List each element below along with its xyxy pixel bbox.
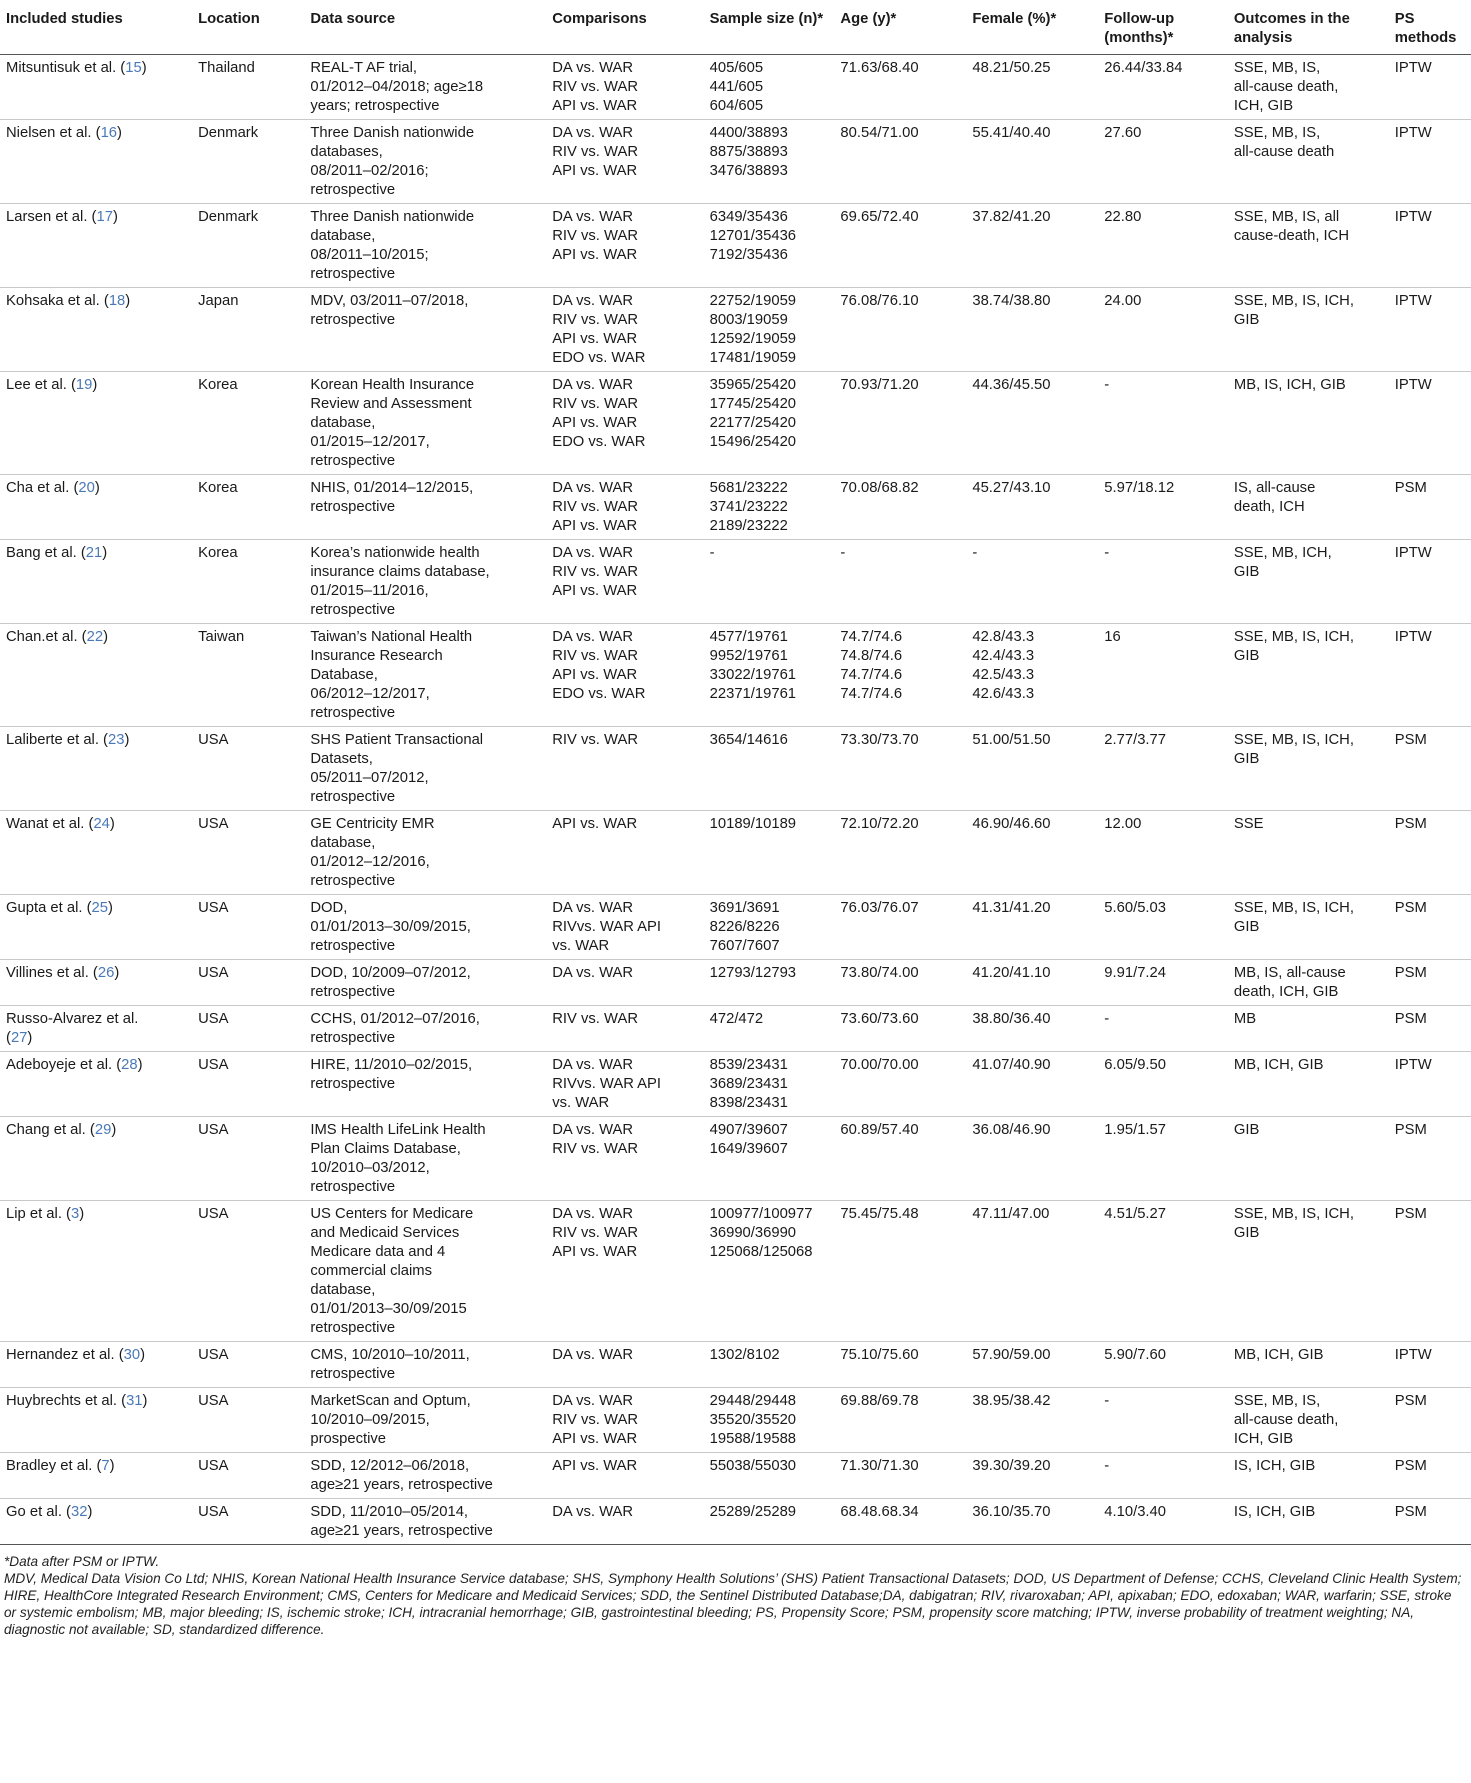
outcomes-cell: SSE: [1233, 816, 1264, 832]
study-cell: [0, 1342, 192, 1388]
table-body: [0, 55, 1471, 1545]
follow-up-cell: 22.80: [1104, 209, 1142, 225]
location-cell: Denmark: [198, 209, 259, 225]
reference-link[interactable]: 24: [93, 816, 110, 832]
female-cell: 36.10/35.70: [972, 1504, 1051, 1520]
female-cell: 47.11/47.00: [972, 1206, 1050, 1222]
reference-close-paren: ): [140, 1347, 146, 1363]
female-cell: 37.82/41.20: [972, 209, 1051, 225]
ps-method-cell: IPTW: [1394, 545, 1432, 561]
female-cell: 45.27/43.10: [972, 480, 1051, 496]
study-name: Lip et al. (: [6, 1206, 71, 1222]
comparisons-cell: API vs. WAR: [552, 1458, 638, 1474]
ps-method-cell: PSM: [1394, 1206, 1427, 1222]
female-cell: 41.20/41.10: [972, 965, 1051, 981]
follow-up-cell: 24.00: [1104, 293, 1142, 309]
table-footnotes: [0, 1545, 1471, 1638]
female-cell: -: [972, 545, 978, 561]
age-cell: 69.65/72.40: [840, 209, 919, 225]
outcomes-cell: SSE, MB, IS, all-cause death: [1233, 125, 1335, 160]
table-row: [0, 372, 1471, 475]
reference-close-paren: ): [108, 900, 113, 916]
reference-close-paren: ): [92, 377, 98, 393]
reference-close-paren: ): [142, 1393, 148, 1409]
comparisons-cell: DA vs. WAR RIV vs. WAR: [552, 1122, 639, 1157]
reference-close-paren: ): [111, 1122, 117, 1138]
study-cell: [0, 895, 192, 960]
sample-size-cell: 3654/14616: [709, 732, 788, 748]
outcomes-cell: MB, ICH, GIB: [1233, 1347, 1324, 1363]
data-source-cell: MarketScan and Optum, 10/2010–09/2015, prospective: [310, 1393, 471, 1447]
location-cell: USA: [198, 1206, 229, 1222]
study-name: Bradley et al. (: [6, 1458, 102, 1474]
location-cell: Taiwan: [198, 629, 245, 645]
ps-method-cell: IPTW: [1394, 209, 1432, 225]
age-cell: 73.30/73.70: [840, 732, 919, 748]
ps-method-cell: PSM: [1394, 1458, 1427, 1474]
sample-size-cell: 5681/23222 3741/23222 2189/23222: [709, 480, 788, 534]
female-cell: 57.90/59.00: [972, 1347, 1051, 1363]
header-row: [0, 0, 1471, 55]
female-cell: 36.08/46.90: [972, 1122, 1051, 1138]
reference-link[interactable]: 16: [100, 125, 118, 141]
study-name: Chan.et al. (: [6, 629, 87, 645]
header-age: Age (y)*: [834, 0, 966, 55]
header-included-studies: Included studies: [0, 0, 192, 55]
data-source-cell: GE Centricity EMR database, 01/2012–12/2016, retrospective: [310, 816, 435, 889]
age-cell: 68.48.68.34: [840, 1504, 919, 1520]
reference-link[interactable]: 28: [121, 1057, 138, 1073]
female-cell: 39.30/39.20: [972, 1458, 1051, 1474]
study-cell: [0, 1388, 192, 1453]
location-cell: USA: [198, 1122, 229, 1138]
location-cell: Korea: [198, 480, 238, 496]
ps-method-cell: IPTW: [1394, 1057, 1432, 1073]
female-cell: 41.31/41.20: [972, 900, 1051, 916]
comparisons-cell: RIV vs. WAR: [552, 732, 639, 748]
sample-size-cell: 55038/55030: [709, 1458, 797, 1474]
sample-size-cell: 8539/23431 3689/23431 8398/23431: [709, 1057, 788, 1111]
female-cell: 38.80/36.40: [972, 1011, 1051, 1027]
reference-link[interactable]: 30: [123, 1347, 141, 1363]
comparisons-cell: DA vs. WAR RIV vs. WAR API vs. WAR EDO vs. WAR: [552, 377, 646, 450]
location-cell: USA: [198, 1458, 229, 1474]
reference-link[interactable]: 32: [70, 1504, 88, 1520]
location-cell: USA: [198, 1504, 229, 1520]
reference-link[interactable]: 20: [78, 480, 95, 496]
ps-method-cell: IPTW: [1394, 1347, 1432, 1363]
follow-up-cell: 4.51/5.27: [1104, 1206, 1166, 1222]
outcomes-cell: SSE, MB, IS, ICH, GIB: [1233, 732, 1354, 767]
sample-size-cell: 4577/19761 9952/19761 33022/19761 22371/19761: [709, 629, 797, 702]
data-source-cell: HIRE, 11/2010–02/2015, retrospective: [310, 1057, 473, 1092]
age-cell: 76.08/76.10: [840, 293, 919, 309]
ps-method-cell: IPTW: [1394, 377, 1432, 393]
reference-close-paren: ): [141, 60, 147, 76]
table-row: [0, 288, 1471, 372]
study-name: Lee et al. (: [6, 377, 76, 393]
follow-up-cell: -: [1104, 545, 1110, 561]
comparisons-cell: DA vs. WAR: [552, 1347, 634, 1363]
study-cell: [0, 540, 192, 624]
study-cell: [0, 372, 192, 475]
sample-size-cell: 12793/12793: [709, 965, 797, 981]
outcomes-cell: MB, IS, ICH, GIB: [1233, 377, 1346, 393]
age-cell: 60.89/57.40: [840, 1122, 919, 1138]
follow-up-cell: 5.60/5.03: [1104, 900, 1166, 916]
study-cell: [0, 1453, 192, 1499]
outcomes-cell: MB, IS, all-cause death, ICH, GIB: [1233, 965, 1346, 1000]
sample-size-cell: -: [709, 545, 715, 561]
reference-close-paren: ): [114, 965, 120, 981]
data-source-cell: SDD, 11/2010–05/2014, age≥21 years, retrospective: [310, 1504, 493, 1539]
location-cell: Thailand: [198, 60, 255, 76]
ps-method-cell: PSM: [1394, 1504, 1427, 1520]
sample-size-cell: 1302/8102: [709, 1347, 780, 1363]
table-row: [0, 1052, 1471, 1117]
reference-close-paren: ): [94, 480, 100, 496]
reference-close-paren: ): [117, 125, 122, 141]
follow-up-cell: -: [1104, 1011, 1110, 1027]
comparisons-cell: DA vs. WAR RIV vs. WAR API vs. WAR: [552, 1206, 639, 1260]
comparisons-cell: DA vs. WAR RIV vs. WAR API vs. WAR: [552, 545, 639, 599]
table-row: [0, 960, 1471, 1006]
data-source-cell: Three Danish nationwide database, 08/2011–10/2015; retrospective: [310, 209, 475, 282]
ps-method-cell: IPTW: [1394, 60, 1432, 76]
reference-close-paren: ): [102, 545, 108, 561]
follow-up-cell: 12.00: [1104, 816, 1142, 832]
table-row: [0, 1499, 1471, 1545]
outcomes-cell: IS, all-cause death, ICH: [1233, 480, 1316, 515]
study-name: Bang et al. (: [6, 545, 86, 561]
follow-up-cell: 5.97/18.12: [1104, 480, 1175, 496]
sample-size-cell: 405/605 441/605 604/605: [709, 60, 764, 114]
sample-size-cell: 10189/10189: [709, 816, 797, 832]
follow-up-cell: -: [1104, 1458, 1110, 1474]
ps-method-cell: IPTW: [1394, 629, 1432, 645]
data-source-cell: NHIS, 01/2014–12/2015, retrospective: [310, 480, 474, 515]
age-cell: 75.10/75.60: [840, 1347, 919, 1363]
location-cell: USA: [198, 1393, 229, 1409]
comparisons-cell: DA vs. WAR RIVvs. WAR API vs. WAR: [552, 900, 662, 954]
comparisons-cell: DA vs. WAR RIV vs. WAR API vs. WAR EDO vs. WAR: [552, 629, 646, 702]
female-cell: 46.90/46.60: [972, 816, 1051, 832]
outcomes-cell: SSE, MB, IS, all-cause death, ICH, GIB: [1233, 60, 1339, 114]
comparisons-cell: DA vs. WAR RIV vs. WAR API vs. WAR: [552, 1393, 639, 1447]
outcomes-cell: GIB: [1233, 1122, 1260, 1138]
reference-link[interactable]: 31: [126, 1393, 143, 1409]
comparisons-cell: DA vs. WAR: [552, 965, 634, 981]
outcomes-cell: SSE, MB, IS, ICH, GIB: [1233, 900, 1354, 935]
follow-up-cell: 6.05/9.50: [1104, 1057, 1166, 1073]
study-name: Cha et al. (: [6, 480, 79, 496]
location-cell: USA: [198, 1347, 229, 1363]
data-source-cell: CMS, 10/2010–10/2011, retrospective: [310, 1347, 470, 1382]
study-name: Adeboyeje et al. (: [6, 1057, 122, 1073]
table-row: [0, 55, 1471, 120]
outcomes-cell: SSE, MB, IS, ICH, GIB: [1233, 293, 1354, 328]
reference-link[interactable]: 7: [101, 1458, 110, 1474]
female-cell: 42.8/43.3 42.4/43.3 42.5/43.3 42.6/43.3: [972, 629, 1035, 702]
study-cell: [0, 120, 192, 204]
study-name: Mitsuntisuk et al. (: [6, 60, 126, 76]
follow-up-cell: -: [1104, 1393, 1110, 1409]
sample-size-cell: 100977/100977 36990/36990 125068/125068: [709, 1206, 813, 1260]
data-source-cell: Korean Health Insurance Review and Assessment database, 01/2015–12/2017, retrospective: [310, 377, 475, 469]
outcomes-cell: IS, ICH, GIB: [1233, 1504, 1316, 1520]
table-row: [0, 895, 1471, 960]
data-source-cell: US Centers for Medicare and Medicaid Services Medicare data and 4 commercial claims database, 01/01/2013–30/09/2015 retrospective: [310, 1206, 474, 1336]
location-cell: USA: [198, 732, 229, 748]
location-cell: USA: [198, 1011, 229, 1027]
outcomes-cell: MB: [1233, 1011, 1257, 1027]
age-cell: 70.93/71.20: [840, 377, 919, 393]
reference-link[interactable]: 25: [91, 900, 109, 916]
study-name: Chang et al. (: [6, 1122, 95, 1138]
reference-close-paren: ): [112, 209, 118, 225]
reference-link[interactable]: 23: [108, 732, 125, 748]
reference-link[interactable]: 19: [75, 377, 93, 393]
study-name: Kohsaka et al. (: [6, 293, 109, 309]
follow-up-cell: 9.91/7.24: [1104, 965, 1166, 981]
outcomes-cell: SSE, MB, IS, all-cause death, ICH, GIB: [1233, 1393, 1339, 1447]
sample-size-cell: 35965/25420 17745/25420 22177/25420 15496/25420: [709, 377, 797, 450]
study-name: Villines et al. (: [6, 965, 98, 981]
ps-method-cell: PSM: [1394, 816, 1427, 832]
sample-size-cell: 6349/35436 12701/35436 7192/35436: [709, 209, 797, 263]
study-cell: [0, 1052, 192, 1117]
reference-close-paren: ): [125, 293, 131, 309]
reference-link[interactable]: 18: [108, 293, 126, 309]
reference-close-paren: ): [109, 816, 115, 832]
reference-link[interactable]: 3: [70, 1206, 80, 1222]
reference-link[interactable]: 15: [125, 60, 142, 76]
outcomes-cell: SSE, MB, ICH, GIB: [1233, 545, 1332, 580]
location-cell: USA: [198, 965, 229, 981]
female-cell: 38.74/38.80: [972, 293, 1051, 309]
age-cell: 71.30/71.30: [840, 1458, 919, 1474]
ps-method-cell: PSM: [1394, 732, 1427, 748]
data-source-cell: IMS Health LifeLink Health Plan Claims Database, 10/2010–03/2012, retrospective: [310, 1122, 486, 1195]
age-cell: 73.60/73.60: [840, 1011, 919, 1027]
reference-close-paren: ): [103, 629, 109, 645]
study-cell: [0, 811, 192, 895]
header-follow-up: Follow-up (months)*: [1098, 0, 1228, 55]
age-cell: 73.80/74.00: [840, 965, 919, 981]
study-name: Nielsen et al. (: [6, 125, 101, 141]
ps-method-cell: PSM: [1394, 480, 1427, 496]
outcomes-cell: SSE, MB, IS, ICH, GIB: [1233, 629, 1354, 664]
age-cell: 69.88/69.78: [840, 1393, 919, 1409]
reference-close-paren: ): [109, 1458, 115, 1474]
footnote-star: *Data after PSM or IPTW.: [4, 1554, 160, 1569]
study-cell: [0, 727, 192, 811]
ps-method-cell: PSM: [1394, 965, 1427, 981]
age-cell: 75.45/75.48: [840, 1206, 919, 1222]
follow-up-cell: 1.95/1.57: [1104, 1122, 1166, 1138]
age-cell: 74.7/74.6 74.8/74.6 74.7/74.6 74.7/74.6: [840, 629, 903, 702]
sample-size-cell: 472/472: [709, 1011, 764, 1027]
table-row: [0, 204, 1471, 288]
follow-up-cell: 2.77/3.77: [1104, 732, 1166, 748]
study-cell: [0, 624, 192, 727]
study-name: Go et al. (: [6, 1504, 71, 1520]
comparisons-cell: DA vs. WAR RIV vs. WAR API vs. WAR: [552, 125, 639, 179]
location-cell: Denmark: [198, 125, 259, 141]
table-row: [0, 624, 1471, 727]
table-row: [0, 475, 1471, 540]
sample-size-cell: 4400/38893 8875/38893 3476/38893: [709, 125, 788, 179]
data-source-cell: SDD, 12/2012–06/2018, age≥21 years, retrospective: [310, 1458, 493, 1493]
reference-link[interactable]: 26: [97, 965, 115, 981]
table-row: [0, 1453, 1471, 1499]
table-row: [0, 811, 1471, 895]
study-cell: [0, 55, 192, 120]
sample-size-cell: 3691/3691 8226/8226 7607/7607: [709, 900, 780, 954]
female-cell: 48.21/50.25: [972, 60, 1051, 76]
comparisons-cell: DA vs. WAR RIV vs. WAR API vs. WAR EDO vs. WAR: [552, 293, 646, 366]
header-outcomes: Outcomes in the analysis: [1228, 0, 1389, 55]
sample-size-cell: 4907/39607 1649/39607: [709, 1122, 788, 1157]
location-cell: Korea: [198, 377, 238, 393]
header-female: Female (%)*: [966, 0, 1098, 55]
outcomes-cell: IS, ICH, GIB: [1233, 1458, 1316, 1474]
data-source-cell: REAL-T AF trial, 01/2012–04/2018; age≥18 years; retrospective: [310, 60, 484, 114]
location-cell: Japan: [198, 293, 239, 309]
outcomes-cell: SSE, MB, IS, all cause-death, ICH: [1233, 209, 1350, 244]
data-source-cell: DOD, 01/01/2013–30/09/2015, retrospective: [310, 900, 471, 954]
study-cell: [0, 288, 192, 372]
study-name: Huybrechts et al. (: [6, 1393, 127, 1409]
reference-link[interactable]: 17: [96, 209, 113, 225]
age-cell: 70.08/68.82: [840, 480, 919, 496]
location-cell: USA: [198, 816, 229, 832]
study-name: Russo-Alvarez et al. (: [6, 1011, 139, 1046]
study-cell: [0, 960, 192, 1006]
sample-size-cell: 29448/29448 35520/35520 19588/19588: [709, 1393, 797, 1447]
location-cell: USA: [198, 1057, 229, 1073]
comparisons-cell: API vs. WAR: [552, 816, 638, 832]
outcomes-cell: MB, ICH, GIB: [1233, 1057, 1324, 1073]
table-row: [0, 540, 1471, 624]
female-cell: 51.00/51.50: [972, 732, 1051, 748]
reference-link[interactable]: 21: [85, 545, 103, 561]
comparisons-cell: DA vs. WAR RIV vs. WAR API vs. WAR: [552, 60, 639, 114]
reference-link[interactable]: 22: [86, 629, 104, 645]
study-cell: [0, 204, 192, 288]
data-source-cell: MDV, 03/2011–07/2018, retrospective: [310, 293, 469, 328]
sample-size-cell: 25289/25289: [709, 1504, 797, 1520]
study-cell: [0, 475, 192, 540]
study-cell: [0, 1201, 192, 1342]
table-row: [0, 1201, 1471, 1342]
data-source-cell: Taiwan’s National Health Insurance Research Database, 06/2012–12/2017, retrospective: [310, 629, 473, 721]
age-cell: 70.00/70.00: [840, 1057, 919, 1073]
table-row: [0, 727, 1471, 811]
reference-close-paren: ): [27, 1030, 33, 1046]
reference-link[interactable]: 27: [10, 1030, 28, 1046]
location-cell: USA: [198, 900, 229, 916]
reference-close-paren: ): [124, 732, 130, 748]
reference-close-paren: ): [87, 1504, 93, 1520]
female-cell: 44.36/45.50: [972, 377, 1051, 393]
female-cell: 38.95/38.42: [972, 1393, 1051, 1409]
age-cell: 71.63/68.40: [840, 60, 919, 76]
table-row: [0, 120, 1471, 204]
ps-method-cell: PSM: [1394, 1011, 1427, 1027]
follow-up-cell: 26.44/33.84: [1104, 60, 1183, 76]
table-row: [0, 1006, 1471, 1052]
age-cell: 80.54/71.00: [840, 125, 919, 141]
header-data-source: Data source: [304, 0, 546, 55]
reference-close-paren: ): [79, 1206, 85, 1222]
study-name: Gupta et al. (: [6, 900, 92, 916]
ps-method-cell: PSM: [1394, 1393, 1427, 1409]
reference-close-paren: ): [137, 1057, 143, 1073]
ps-method-cell: PSM: [1394, 1122, 1427, 1138]
study-cell: [0, 1006, 192, 1052]
follow-up-cell: 27.60: [1104, 125, 1142, 141]
table-row: [0, 1388, 1471, 1453]
study-cell: [0, 1117, 192, 1201]
study-cell: [0, 1499, 192, 1545]
study-name: Larsen et al. (: [6, 209, 97, 225]
study-name: Laliberte et al. (: [6, 732, 108, 748]
table-row: [0, 1117, 1471, 1201]
study-name: Hernandez et al. (: [6, 1347, 124, 1363]
table-row: [0, 1342, 1471, 1388]
follow-up-cell: 4.10/3.40: [1104, 1504, 1166, 1520]
header-location: Location: [192, 0, 304, 55]
header-ps-methods: PS methods: [1389, 0, 1471, 55]
data-source-cell: Korea’s nationwide health insurance claims database, 01/2015–11/2016, retrospective: [310, 545, 490, 618]
location-cell: Korea: [198, 545, 238, 561]
header-comparisons: Comparisons: [546, 0, 703, 55]
age-cell: 76.03/76.07: [840, 900, 919, 916]
follow-up-cell: -: [1104, 377, 1110, 393]
comparisons-cell: DA vs. WAR RIV vs. WAR API vs. WAR: [552, 209, 639, 263]
reference-link[interactable]: 29: [94, 1122, 112, 1138]
sample-size-cell: 22752/19059 8003/19059 12592/19059 17481/19059: [709, 293, 797, 366]
outcomes-cell: SSE, MB, IS, ICH, GIB: [1233, 1206, 1354, 1241]
female-cell: 55.41/40.40: [972, 125, 1051, 141]
follow-up-cell: 5.90/7.60: [1104, 1347, 1166, 1363]
age-cell: -: [840, 545, 846, 561]
ps-method-cell: IPTW: [1394, 293, 1432, 309]
footnote-abbreviations: MDV, Medical Data Vision Co Ltd; NHIS, Korean National Health Insurance Service database; SHS, Symphony Health Solutions’ (SHS) Patient Transactional Datasets; DOD, US Department of Defense; CCHS, Cleveland Clinic Health System; HIRE, HealthCore Integrated Research Environment; CMS, Centers for Medicare and Medicaid Services; SDD, the Sentinel Distributed Database;DA, dabigatran; RIV, rivaroxaban; API, apixaban; EDO, edoxaban; WAR, warfarin; SSE, stroke or systemic embolism; MB, major bleeding; IS, ischemic stroke; ICH, intracranial hemorrhage; GIB, gastrointestinal bleeding; PS, Propensity Score; PSM, propensity score matching; IPTW, inverse probability of treatment weighting; NA, diagnostic not available; SD, standardized difference.: [4, 1571, 1462, 1637]
ps-method-cell: IPTW: [1394, 125, 1432, 141]
data-source-cell: CCHS, 01/2012–07/2016, retrospective: [310, 1011, 480, 1046]
age-cell: 72.10/72.20: [840, 816, 919, 832]
comparisons-cell: DA vs. WAR: [552, 1504, 634, 1520]
data-source-cell: Three Danish nationwide databases, 08/2011–02/2016; retrospective: [310, 125, 475, 198]
follow-up-cell: 16: [1104, 629, 1121, 645]
ps-method-cell: PSM: [1394, 900, 1427, 916]
data-source-cell: DOD, 10/2009–07/2012, retrospective: [310, 965, 471, 1000]
study-name: Wanat et al. (: [6, 816, 94, 832]
data-source-cell: SHS Patient Transactional Datasets, 05/2011–07/2012, retrospective: [310, 732, 484, 805]
comparisons-cell: DA vs. WAR RIVvs. WAR API vs. WAR: [552, 1057, 662, 1111]
comparisons-cell: RIV vs. WAR: [552, 1011, 639, 1027]
female-cell: 41.07/40.90: [972, 1057, 1051, 1073]
header-sample-size: Sample size (n)*: [704, 0, 835, 55]
comparisons-cell: DA vs. WAR RIV vs. WAR API vs. WAR: [552, 480, 639, 534]
